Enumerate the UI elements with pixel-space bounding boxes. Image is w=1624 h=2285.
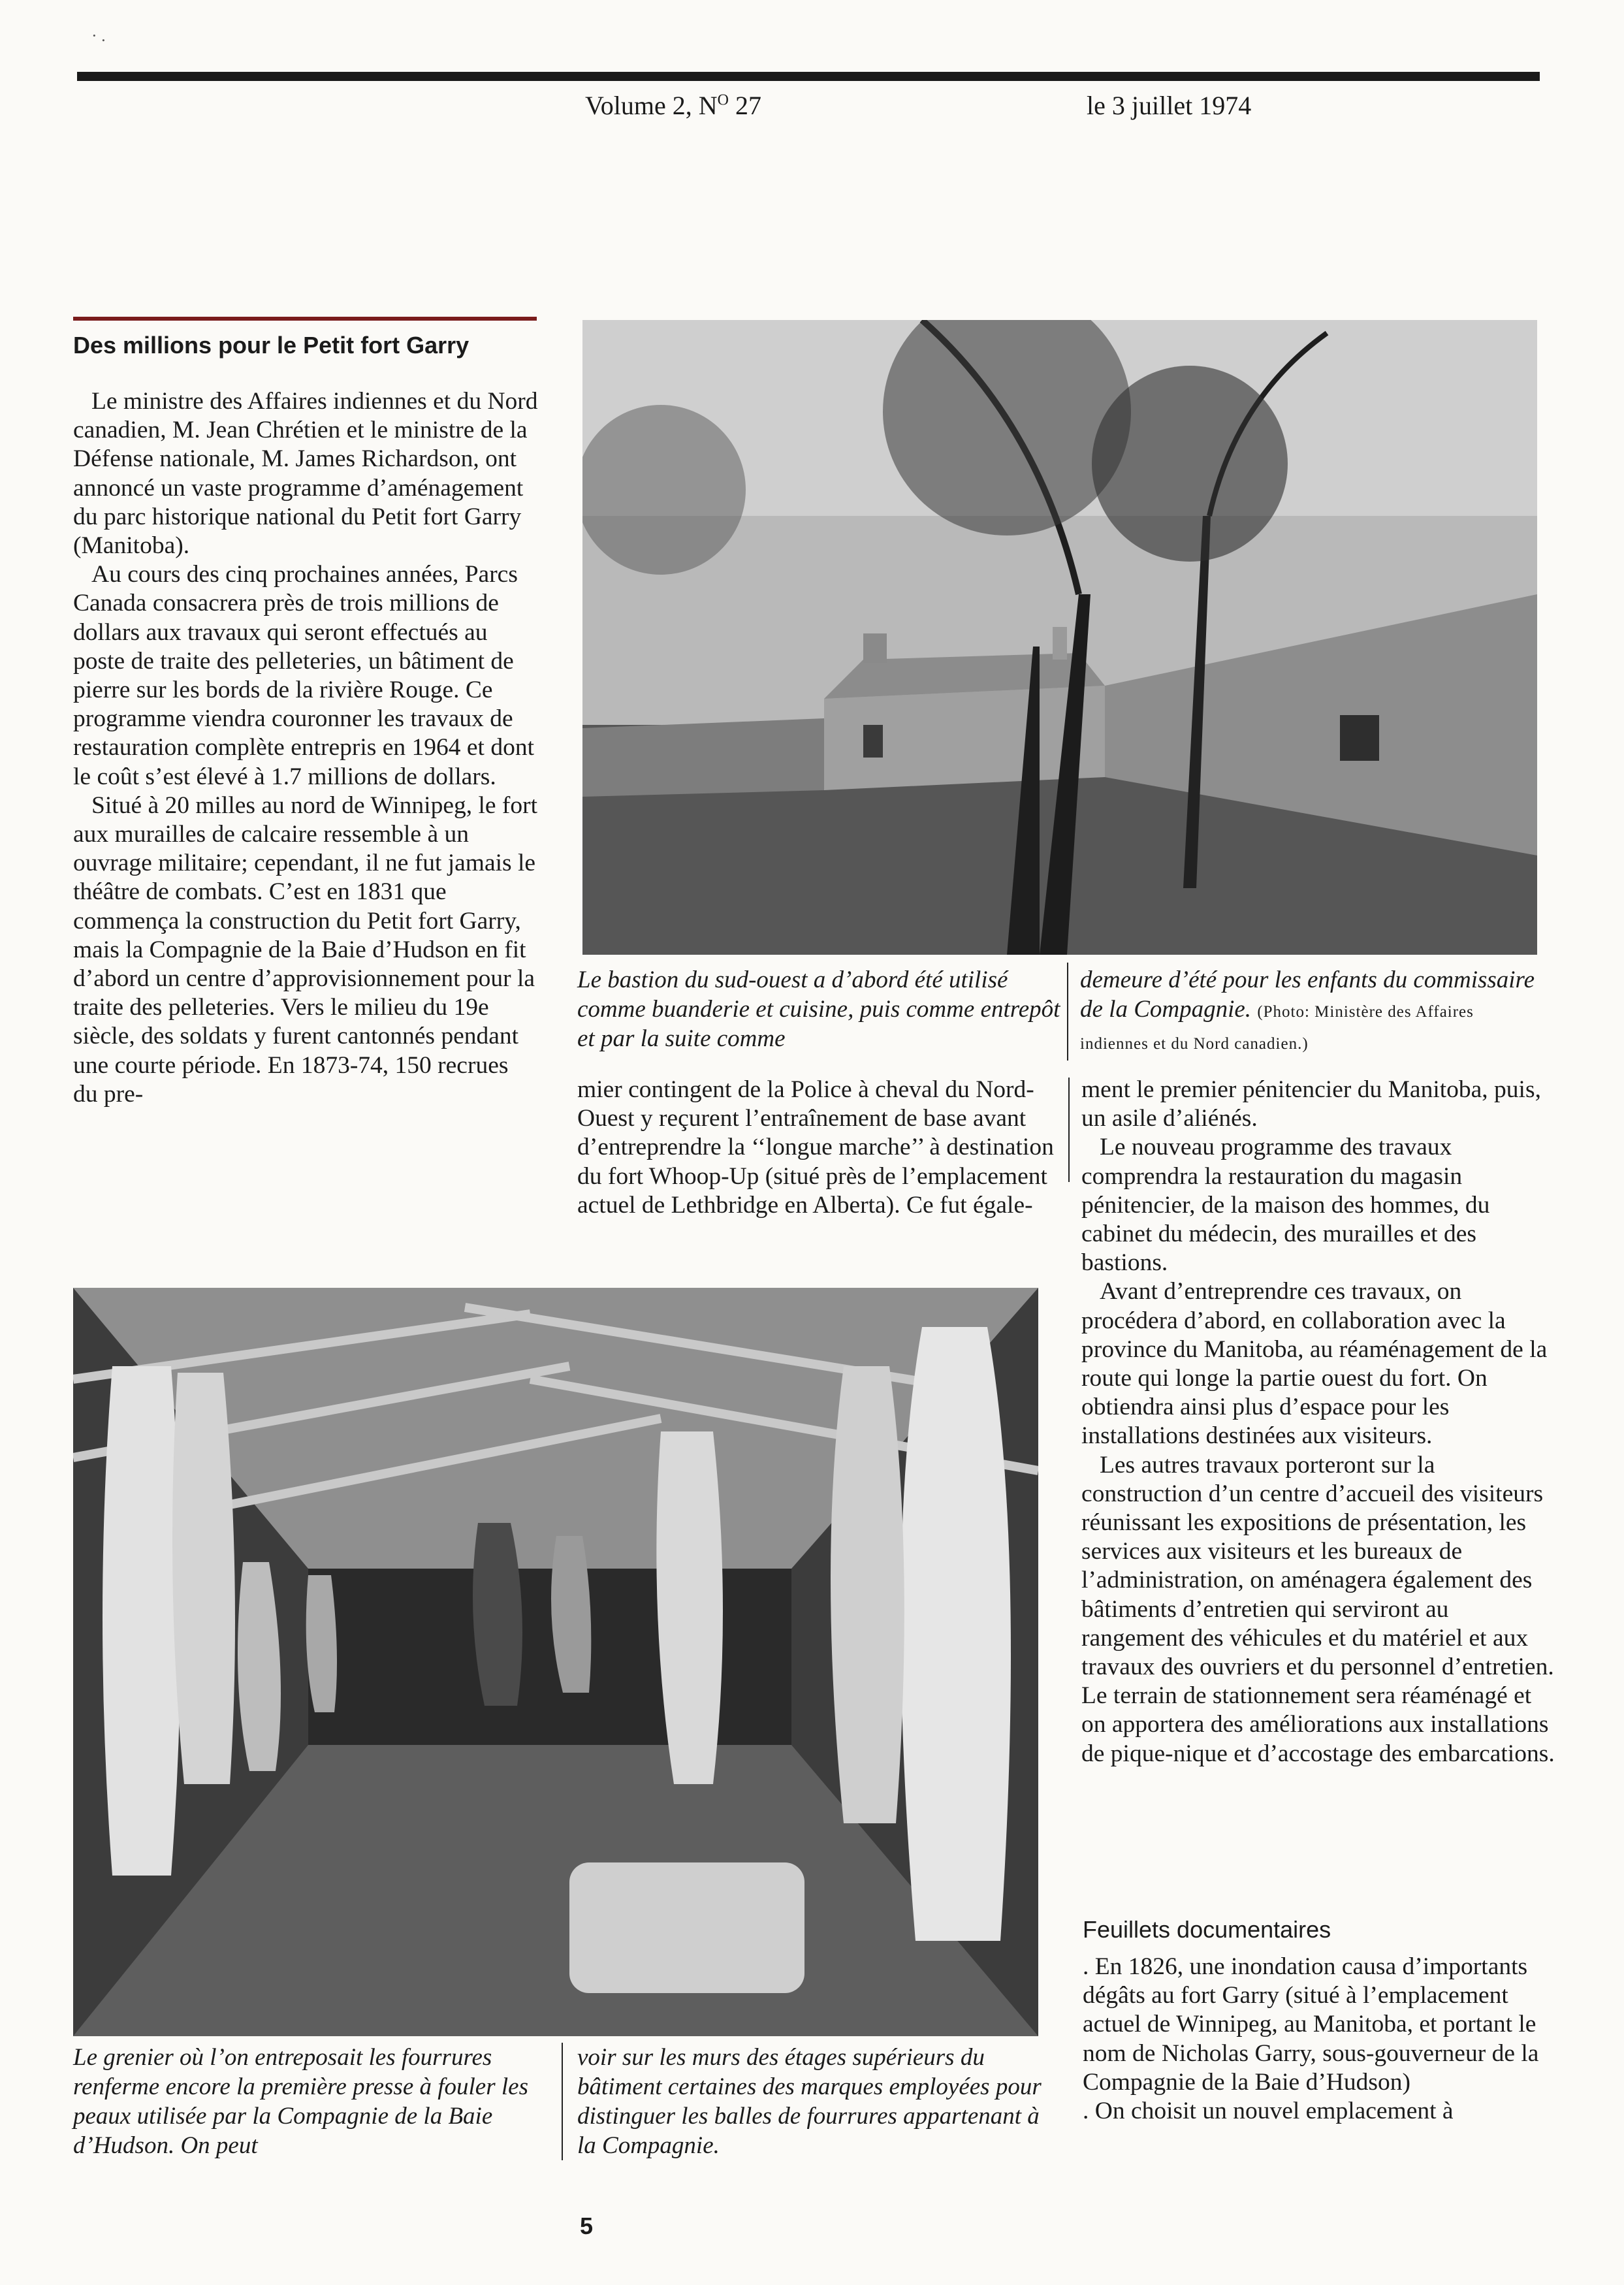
caption-bastion-right: demeure d’été pour les enfants du commissaire de la Compagnie. (Photo: Ministère des Affaires indiennes et du Nord canadien.) xyxy=(1080,967,1535,1053)
paragraph: Les autres travaux porteront sur la construction d’un centre d’accueil des visiteurs réunissant les expositions de présentation, les services aux visiteurs et les bureaux de l’administration, on aménagera également des bâtiments d’entretien qui serviront au rangement des véhicules et du matériel et aux travaux des ouvriers et du personnel d’entretien. Le terrain de stationnement sera réaménagé et on apportera des améliorations aux installations de pique-nique et d’accostage des embarcations. xyxy=(1081,1451,1555,1767)
paragraph: Avant d’entreprendre ces travaux, on procédera d’abord, en collaboration avec la province du Manitoba, au réaménagement de la route qui longe la partie ouest du fort. On obtiendra ainsi plus d’espace pour les installations destinées aux visiteurs. xyxy=(1081,1278,1548,1450)
fur-loft-illustration xyxy=(73,1288,1038,2036)
paragraph: Situé à 20 milles au nord de Winnipeg, le fort aux murailles de calcaire ressemble à un ouvrage militaire; cependant, il ne fut jamais le théâtre de combats. C’est en 1831 que commença la construction du Petit fort Garry, mais la Compagnie de la Baie d’Hudson en fit d’abord un centre d’approvisionnement pour la traite des pelleteries. Vers le milieu du 19e siècle, des soldats y furent cantonnés pendant une courte période. En 1873-74, 150 recrues du pre- xyxy=(73,791,538,1108)
caption-fur-loft-left: Le grenier où l’on entreposait les fourrures renferme encore la première presse à fouler les peaux utilisée par la Compagnie de la Baie d’Hudson. On peut xyxy=(73,2044,528,2159)
caption-bastion-left: Le bastion du sud-ouest a d’abord été utilisé comme buanderie et cuisine, puis comme entrepôt et par la suite comme xyxy=(577,967,1060,1052)
article-column-1 xyxy=(73,387,538,1109)
paragraph: Au cours des cinq prochaines années, Parcs Canada consacrera près de trois millions de dollars aux travaux qui seront effectués au poste de traite des pelleteries, un bâtiment de pierre sur les bords de la rivière Rouge. Ce programme viendra couronner les travaux de restauration complète entrepris en 1964 et dont le coût s’est élevé à 1.7 millions de dollars. xyxy=(73,561,535,790)
paragraph: Le ministre des Affaires indiennes et du Nord canadien, M. Jean Chrétien et le ministre de la Défense nationale, M. James Richardson, ont annoncé un vaste programme d’aménagement du parc historique national du Petit fort Garry (Manitoba). xyxy=(73,388,538,560)
caption-divider xyxy=(1067,963,1068,1061)
scan-mark: · . xyxy=(91,26,106,45)
photo-fur-loft xyxy=(73,1288,1038,2036)
photo-credit: (Photo: Ministère des Affaires indiennes et du Nord canadien.) xyxy=(1080,1003,1474,1053)
paragraph: ment le premier pénitencier du Manitoba, puis, un asile d’aliénés. xyxy=(1081,1076,1541,1132)
page-number: 5 xyxy=(580,2213,594,2239)
caption-fur-loft-right: voir sur les murs des étages supérieurs du bâtiment certaines des marques employées pour distinguer les balles de fourrures appartenant à la Compagnie. xyxy=(577,2044,1042,2159)
photo-bastion xyxy=(582,320,1537,955)
article-column-3 xyxy=(1081,1076,1555,1768)
title-rule xyxy=(73,317,537,321)
feuillets-heading: Feuillets documentaires xyxy=(1083,1916,1331,1943)
volume-label: Volume 2, $N^O$ 27 xyxy=(585,91,761,120)
paragraph: mier contingent de la Police à cheval du Nord-Ouest y reçurent l’entraînement de base avant d’entreprendre la ‘‘longue marche’’ à destination du fort Whoop-Up (situé près de l’emplacement actuel de Lethbridge en Alberta). Ce fut égale- xyxy=(577,1076,1054,1219)
column-divider xyxy=(1068,1078,1070,1182)
bastion-illustration xyxy=(582,320,1537,955)
header-rule xyxy=(77,72,1540,81)
list-item: . En 1826, une inondation causa d’importants dégâts au fort Garry (situé à l’emplacement actuel de Winnipeg, au Manitoba, et portant le nom de Nicholas Garry, sous-gouverneur de la Compagnie de la Baie d’Hudson) xyxy=(1083,1953,1539,2096)
article-column-2 xyxy=(577,1076,1063,1220)
paragraph: Le nouveau programme des travaux comprendra la restauration du magasin pénitencier, de la maison des hommes, du cabinet du médecin, des murailles et des bastions. xyxy=(1081,1134,1490,1277)
caption-divider xyxy=(562,2043,563,2160)
issue-date: le 3 juillet 1974 xyxy=(1087,91,1252,120)
feuillets-list xyxy=(1083,1953,1557,2126)
list-item: . On choisit un nouvel emplacement à xyxy=(1083,2098,1454,2125)
article-title: Des millions pour le Petit fort Garry xyxy=(73,332,470,359)
